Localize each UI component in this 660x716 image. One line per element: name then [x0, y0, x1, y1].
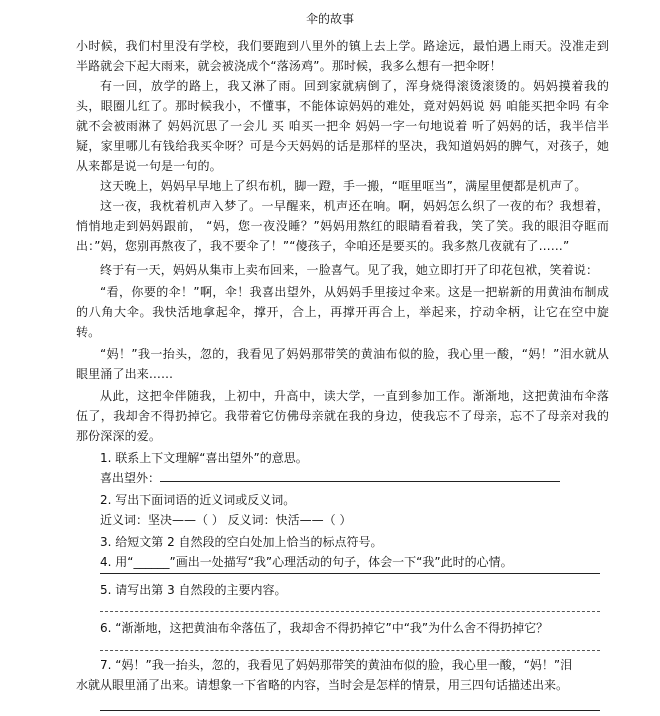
paragraph-5: 终于有一天，妈妈从集市上卖布回来，一脸喜气。见了我，她立即打开了印花包袱，笑着说：	[100, 263, 599, 277]
question-7-line-1: 7. “妈！”我一抬头，忽的，我看见了妈妈那带笑的黄油布似的脸，我心里一酸，“妈！”泪	[100, 658, 573, 672]
question-4: 4. 用“______”画出一处描写“我”心理活动的句子，体会一下“我”此时的心情。	[100, 555, 513, 569]
question-1-answer-row	[76, 468, 609, 488]
paragraph-4: 这一夜，我枕着机声入梦了。一早醒来，机声还在响。啊，妈妈怎么织了一夜的布？我想着，悄悄地走到妈妈跟前， “妈，您一夜没睡？”妈妈用熬红的眼睛看着我，笑了笑。我的眼泪夺眶而出：”妈，您别再熬夜了，我不要伞了！”“傻孩子，伞咱还是要买的。我多熬几夜就有了……”	[76, 199, 609, 253]
paragraph-1: 小时候，我们村里没有学校，我们要跑到八里外的镇上去上学。路途远，最怕遇上雨天。没准走到半路就会下起大雨来，就会被浇成个“落汤鸡”。那时候，我多么想有一把伞呀！	[76, 39, 609, 73]
question-1-answer-blank[interactable]	[160, 469, 560, 482]
paragraph-6: “看，你要的伞！”啊，伞！我喜出望外，从妈妈手里接过伞来。这是一把崭新的用黄油布制成的八角大伞。我快活地拿起伞，撑开，合上，再撑开再合上，举起来，拧动伞柄，让它在空中旋转。	[76, 285, 609, 339]
question-1: 1. 联系上下文理解“喜出望外”的意思。	[100, 451, 308, 465]
paragraph-2: 有一回，放学的路上，我又淋了雨。回到家就病倒了，浑身烧得滚烫滚烫的。妈妈摸着我的头，眼圈儿红了。那时候我小，不懂事，不能体谅妈妈的难处，竟对妈妈说 妈 咱能买把伞吗 有伞就不会被雨淋了 妈妈沉思了一会儿 买 咱买一把伞 妈妈一字一句地说着 听了妈妈的话，我半信半疑，家里哪儿有钱给我买伞呀？可是今天妈妈的话是那样的坚决，我知道妈妈的脾气，对孩子，她从来都是说一句是一句的。	[76, 79, 609, 173]
story-body	[76, 36, 609, 446]
paragraph-7: “妈！”我一抬头，忽的，我看见了妈妈那带笑的黄油布似的脸，我心里一酸，“妈！”泪水就从眼里涌了出来……	[76, 347, 609, 381]
question-1-answer-label: 喜出望外：	[100, 471, 161, 485]
question-6-answer-line[interactable]	[100, 650, 600, 651]
question-7-answer-line[interactable]	[100, 710, 600, 711]
question-7-line-2: 水就从眼里涌了出来。请想象一下省略的内容，当时会是怎样的情景，用三四句话描述出来。	[76, 678, 569, 692]
question-2-answer-row: 近义词：坚决——（ ） 反义词：快活——（ ）	[100, 513, 352, 527]
question-4-answer-line[interactable]	[100, 573, 600, 574]
question-3: 3. 给短文第 2 自然段的空白处加上恰当的标点符号。	[100, 535, 383, 549]
question-5: 5. 请写出第 3 自然段的主要内容。	[100, 583, 287, 597]
question-5-answer-line[interactable]	[100, 611, 600, 612]
question-7-block	[76, 655, 609, 695]
story-title: 伞的故事	[305, 12, 354, 26]
question-2: 2. 写出下面词语的近义词或反义词。	[100, 493, 296, 507]
question-6-block	[76, 618, 609, 638]
question-6: 6. “渐渐地，这把黄油布伞落伍了，我却舍不得扔掉它”中“我”为什么舍不得扔掉它？	[100, 621, 549, 635]
questions-section	[76, 448, 609, 572]
question-5-block	[76, 580, 609, 600]
paragraph-8: 从此，这把伞伴随我，上初中，升高中，读大学，一直到参加工作。渐渐地，这把黄油布伞落伍了，我却舍不得扔掉它。我带着它仿佛母亲就在我的身边，使我忘不了母亲，忘不了母亲对我的那份深深的爱。	[76, 389, 609, 443]
paragraph-3: 这天晚上，妈妈早早地上了织布机，脚一蹬，手一搬，“哐里哐当”，满屋里便都是机声了。	[100, 179, 587, 193]
